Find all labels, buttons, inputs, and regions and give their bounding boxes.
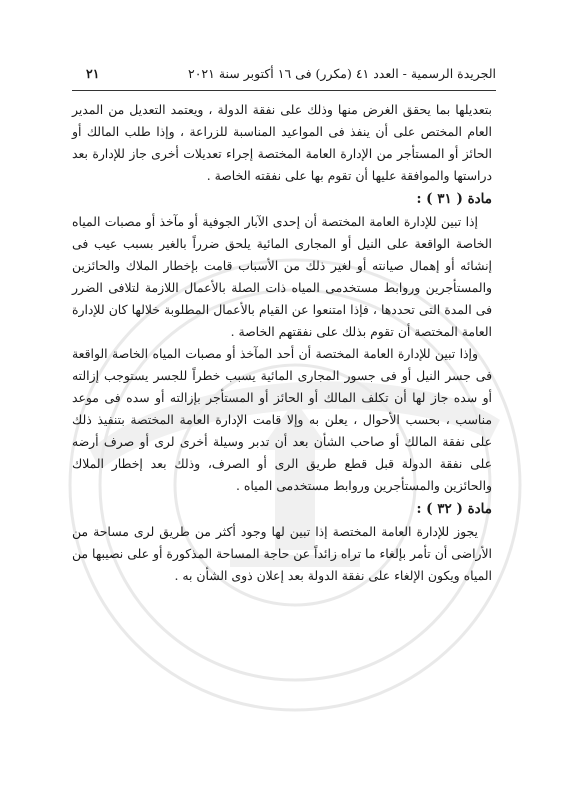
article-31-paragraph-2: وإذا تبين للإدارة العامة المختصة أن أحد المآخذ أو مصبات المياه الخاصة الواقعة فى جسر النيل أو فى جسور المجارى المائية يسبب خطراً للجسر يستوجب إزالته أو سده جاز لها أن تكلف المالك أو الحائز أو المستأجر بإزالته أو سده فى موعد مناسب ، بحسب الأحوال ، يعلن به وإلا قامت الإدارة العامة المختصة بتنفيذ ذلك على نفقة المالك أو صاحب الشأن بعد أن تدبر وسيلة أخرى لرى أو صرف أرضه على نفقة الدولة قبل قطع طريق الرى أو الصرف، وذلك بعد إخطار الملاك والحائزين والمستأجرين وروابط مستخدمى المياه . (72, 346, 492, 493)
document-body (72, 99, 492, 587)
article-32-paragraph: يجوز للإدارة العامة المختصة إذا تبين لها وجود أكثر من طريق لرى مساحة من الأراضى أن تأمر بإلغاء ما تراه زائداً عن حاجة المساحة المذكورة أو على نصيبها من المياه ويكون الإلغاء على نفقة الدولة بعد إعلان ذوى الشأن به . (72, 524, 492, 583)
paragraph-continuation: بتعديلها بما يحقق الغرض منها وذلك على نفقة الدولة ، ويعتمد التعديل من المدير العام المختص على أن ينفذ فى المواعيد المناسبة للزراعة ، وإذا طلب المالك أو الحائز أو المستأجر من الإدارة العامة المختصة إجراء تعديلات أخرى جاز للإدارة بعد دراستها والموافقة عليها أن تقوم بها على نفقته الخاصة . (72, 102, 492, 183)
article-31-heading: مادة ( ٣١ ) : (416, 191, 492, 207)
gazette-title: الجريدة الرسمية - العدد ٤١ (مكرر) فى ١٦ أكتوبر سنة ٢٠٢١ (188, 66, 496, 81)
page-header (72, 62, 496, 91)
page-number: ٢١ (86, 66, 100, 81)
article-32-heading: مادة ( ٣٢ ) : (416, 501, 492, 517)
article-31-paragraph-1: إذا تبين للإدارة العامة المختصة أن إحدى الآبار الجوفية أو مآخذ أو مصبات المياه الخاصة الواقعة على النيل أو المجارى المائية يلحق ضرراً بالغير بسبب عيب فى إنشائه أو إهمال صيانته أو لغير ذلك من الأسباب قامت بإخطار الملاك والحائزين والمستأجرين وروابط مستخدمى المياه ذات الصلة بالأعمال اللازمة لتلافى الضرر فى المدة التى تحددها ، فإذا امتنعوا عن القيام بالأعمال المطلوبة خلالها كان للإدارة العامة المختصة أن تقوم بذلك على نفقتهم الخاصة . (72, 214, 492, 339)
